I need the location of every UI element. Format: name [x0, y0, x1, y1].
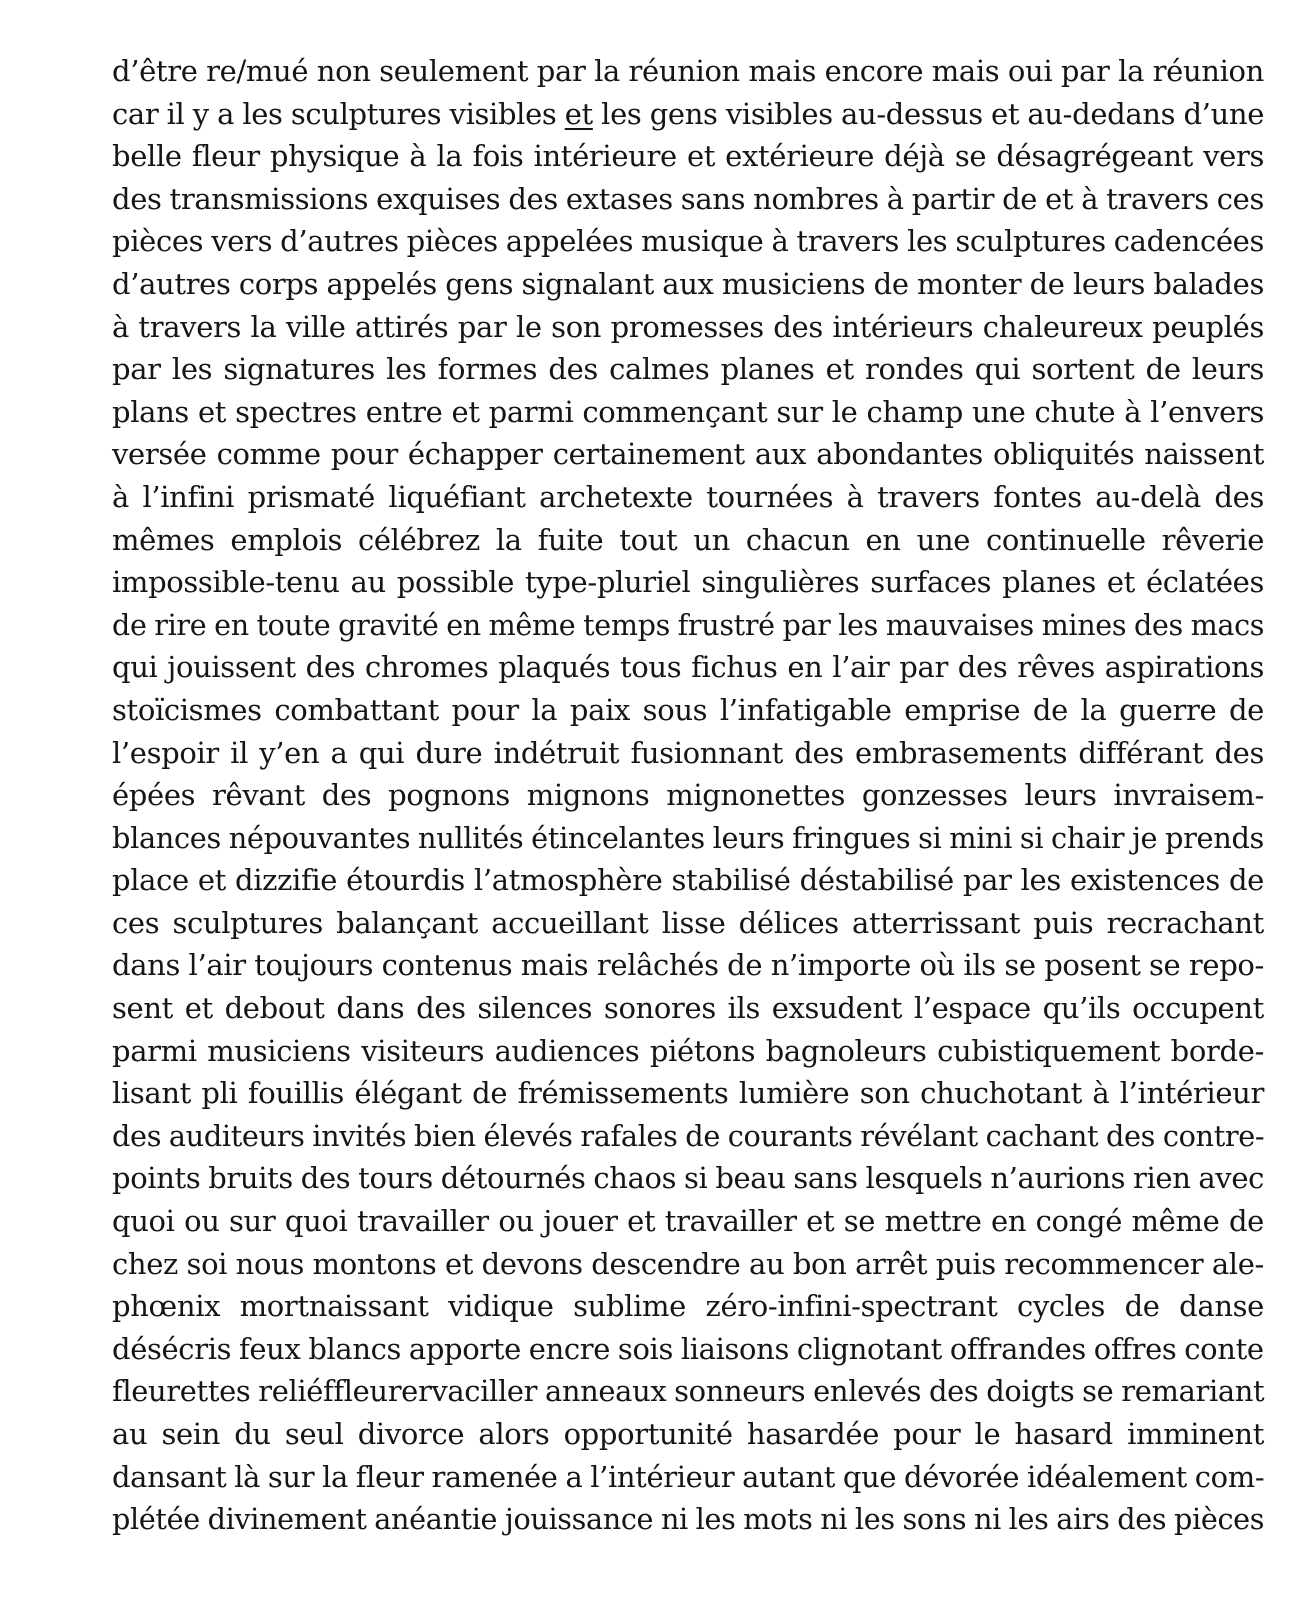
text-line: d’autres corps appelés gens signalant aux musiciens de monter de leurs balades — [112, 266, 1264, 301]
text-line: impossible-tenu au possible type-pluriel singulières surfaces planes et éclatées — [112, 565, 1264, 600]
text-line: à travers la ville attirés par le son promesses des intérieurs chaleureux peuplés — [112, 309, 1264, 344]
text-line: phœnix mortnaissant vidique sublime zéro-infini-spectrant cycles de danse — [112, 1289, 1264, 1324]
text-line: l’espoir il y’en a qui dure indétruit fusionnant des embrasements différant des — [112, 735, 1264, 770]
text-segment: les gens visibles au-dessus et au-dedans d’une — [592, 96, 1265, 131]
text-line: lisant pli fouillis élégant de frémissements lumière son chuchotant à l’intérieur — [112, 1076, 1264, 1111]
text-line: versée comme pour échapper certainement aux abondantes obliquités naissent — [112, 437, 1264, 472]
text-line: au sein du seul divorce alors opportunité hasardée pour le hasard imminent — [112, 1417, 1264, 1451]
underlined-word: et — [564, 96, 593, 131]
text-line: de rire en toute gravité en même temps frustré par les mauvaises mines des macs — [112, 607, 1265, 642]
text-line: plétée divinement anéantie jouissance ni les mots ni les sons ni les airs des pièces — [112, 1502, 1265, 1537]
text-line: pièces vers d’autres pièces appelées musique à travers les sculptures cadencées — [112, 224, 1264, 259]
text-segment: car il y a les sculptures visibles — [112, 96, 565, 131]
text-line: dansant là sur la fleur ramenée a l’intérieur autant que dévorée idéalement com- — [112, 1459, 1265, 1494]
text-block — [112, 50, 1264, 1541]
text-line: blances népouvantes nullités étincelantes leurs fringues si mini si chair je prends — [112, 820, 1264, 855]
text-line: des auditeurs invités bien élevés rafales de courants révélant cachant des contre- — [112, 1118, 1265, 1153]
text-line: parmi musiciens visiteurs audiences piétons bagnoleurs cubistiquement borde- — [112, 1033, 1264, 1068]
text-line: à l’infini prismaté liquéfiant archetexte tournées à travers fontes au-delà des — [112, 479, 1264, 514]
text-line: points bruits des tours détournés chaos si beau sans lesquels n’aurions rien avec — [112, 1161, 1264, 1196]
text-line: dans l’air toujours contenus mais relâchés de n’importe où ils se posent se repo- — [112, 948, 1264, 983]
text-line: quoi ou sur quoi travailler ou jouer et travailler et se mettre en congé même de — [112, 1204, 1264, 1239]
text-line: désécris feux blancs apporte encre sois liaisons clignotant offrandes offres conte — [112, 1331, 1264, 1366]
text-line: place et dizzifie étourdis l’atmosphère stabilisé déstabilisé par les existences de — [112, 863, 1264, 898]
text-line: ces sculptures balançant accueillant lisse délices atterrissant puis recrachant — [112, 905, 1264, 940]
text-line: sent et debout dans des silences sonores ils exsudent l’espace qu’ils occupent — [112, 991, 1264, 1026]
text-line: stoïcismes combattant pour la paix sous l’infatigable emprise de la guerre de — [112, 692, 1264, 727]
text-line: fleurettes reliéffleurervaciller anneaux sonneurs enlevés des doigts se remariant — [112, 1374, 1265, 1409]
text-line: belle fleur physique à la fois intérieure et extérieure déjà se désagrégeant vers — [112, 139, 1264, 174]
text-line: qui jouissent des chromes plaqués tous fichus en l’air par des rêves aspirations — [112, 650, 1264, 685]
text-line: chez soi nous montons et devons descendre au bon arrêt puis recommencer ale- — [112, 1246, 1264, 1281]
text-line-with-underline — [112, 93, 1264, 136]
text-line: d’être re/mué non seulement par la réunion mais encore mais oui par la réunion — [112, 54, 1264, 88]
text-line: des transmissions exquises des extases sans nombres à partir de et à travers ces — [112, 181, 1264, 216]
text-line: par les signatures les formes des calmes planes et rondes qui sortent de leurs — [112, 352, 1264, 387]
text-line: épées rêvant des pognons mignons mignonettes gonzesses leurs invraisem- — [112, 778, 1264, 813]
text-line: mêmes emplois célébrez la fuite tout un chacun en une continuelle rêverie — [112, 522, 1264, 557]
text-line: plans et spectres entre et parmi commençant sur le champ une chute à l’envers — [112, 394, 1264, 429]
